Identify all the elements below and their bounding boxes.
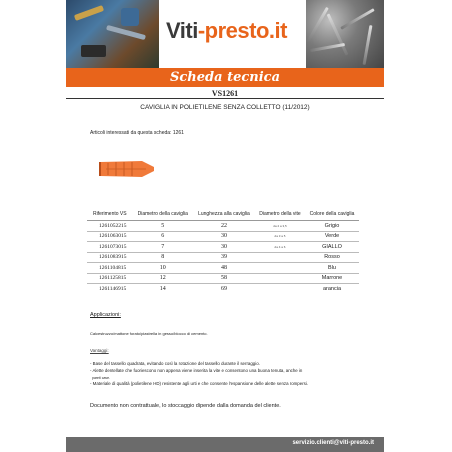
cell-color: Blu xyxy=(305,263,359,274)
document-page xyxy=(66,0,384,452)
cell-color: Marrone xyxy=(305,273,359,284)
product-code: VS1261 xyxy=(211,89,239,98)
contact-email-link[interactable]: servizio.clienti@viti-presto.it xyxy=(292,440,374,446)
cell-length: 30 xyxy=(193,242,255,253)
cell-length: 48 xyxy=(193,263,255,274)
cell-screw xyxy=(255,263,305,274)
cell-length: 39 xyxy=(193,252,255,263)
cell-ref: 1261083915 xyxy=(87,252,133,263)
footer-bar xyxy=(66,437,384,452)
cell-length: 30 xyxy=(193,231,255,242)
logo-text-domain: -presto.it xyxy=(197,18,287,43)
cell-ref: 1261052215 xyxy=(87,221,133,232)
table-row xyxy=(87,231,359,242)
articles-line: Articoli interessati da questa scheda: 1261 xyxy=(90,130,184,136)
cell-diameter: 7 xyxy=(133,242,193,253)
list-item: - Alette dentellate che fuoriescono non appena viene inserita la vite e consentono una buona tenuta, anche in xyxy=(90,367,303,373)
list-item-continuation: pareti cave. xyxy=(92,375,111,380)
brand-logo xyxy=(166,18,287,44)
cell-diameter: 10 xyxy=(133,263,193,274)
tools-photo xyxy=(66,0,159,68)
col-header-diameter: Diametro della caviglia xyxy=(133,207,193,221)
col-header-color: Colore della caviglia xyxy=(305,207,359,221)
cell-color: Grigio xyxy=(305,221,359,232)
cell-screw: da 4 a 6 xyxy=(255,242,305,253)
table-row xyxy=(87,263,359,274)
cell-diameter: 8 xyxy=(133,252,193,263)
cell-screw xyxy=(255,273,305,284)
advantages-heading: Vantaggi: xyxy=(90,348,109,353)
logo-text-main: Viti xyxy=(166,18,198,43)
cell-length: 69 xyxy=(193,284,255,294)
cell-ref: 1261063015 xyxy=(87,231,133,242)
cell-screw: da 2 a 3,5 xyxy=(255,221,305,232)
table-header-row xyxy=(87,207,359,221)
cell-ref: 1261146915 xyxy=(87,284,133,294)
col-header-screw: Diametro della vite xyxy=(255,207,305,221)
divider xyxy=(66,98,384,99)
cell-color: Rosso xyxy=(305,252,359,263)
header-banner xyxy=(66,0,384,68)
cell-color: arancia xyxy=(305,284,359,294)
col-header-length: Lunghezza alla caviglia xyxy=(193,207,255,221)
table-row xyxy=(87,284,359,294)
list-item: - Base del tassello quadrata, evitando così la rotazione del tassello durante il serraggio. xyxy=(90,361,260,366)
screws-photo xyxy=(306,0,384,68)
list-item: - Materiale di qualità (polietilene HD) resistente agli urti e che consente l'espansione delle alette senza rompersi. xyxy=(90,381,309,387)
col-header-ref: Riferimento VS xyxy=(87,207,133,221)
table-row xyxy=(87,252,359,263)
table-row xyxy=(87,221,359,232)
cell-diameter: 5 xyxy=(133,221,193,232)
cell-length: 22 xyxy=(193,221,255,232)
advantages-list xyxy=(90,361,360,388)
table-row xyxy=(87,242,359,253)
cell-ref: 1261125815 xyxy=(87,273,133,284)
product-subtitle: CAVIGLIA IN POLIETILENE SENZA COLLETTO (11/2012) xyxy=(140,104,310,111)
table-row xyxy=(87,273,359,284)
cell-screw: da 3 a 5 xyxy=(255,231,305,242)
applications-text: Calcestruzzo/mattone forato/piastrella in gesso/blocco di cemento. xyxy=(90,331,208,336)
specs-table xyxy=(87,207,359,294)
cell-diameter: 12 xyxy=(133,273,193,284)
cell-diameter: 14 xyxy=(133,284,193,294)
cell-color: GIALLO xyxy=(305,242,359,253)
cell-ref: 1261073015 xyxy=(87,242,133,253)
applications-heading: Applicazioni: xyxy=(90,312,121,318)
cell-screw xyxy=(255,252,305,263)
banner-title: Scheda tecnica xyxy=(170,70,280,85)
cell-diameter: 6 xyxy=(133,231,193,242)
dowel-image xyxy=(98,158,156,180)
disclaimer-note: Documento non contrattuale, lo stoccaggio dipende dalla domanda del cliente. xyxy=(90,403,281,409)
cell-ref: 1261104815 xyxy=(87,263,133,274)
title-bar xyxy=(66,68,384,87)
cell-color: Verde xyxy=(305,231,359,242)
cell-screw xyxy=(255,284,305,294)
cell-length: 58 xyxy=(193,273,255,284)
